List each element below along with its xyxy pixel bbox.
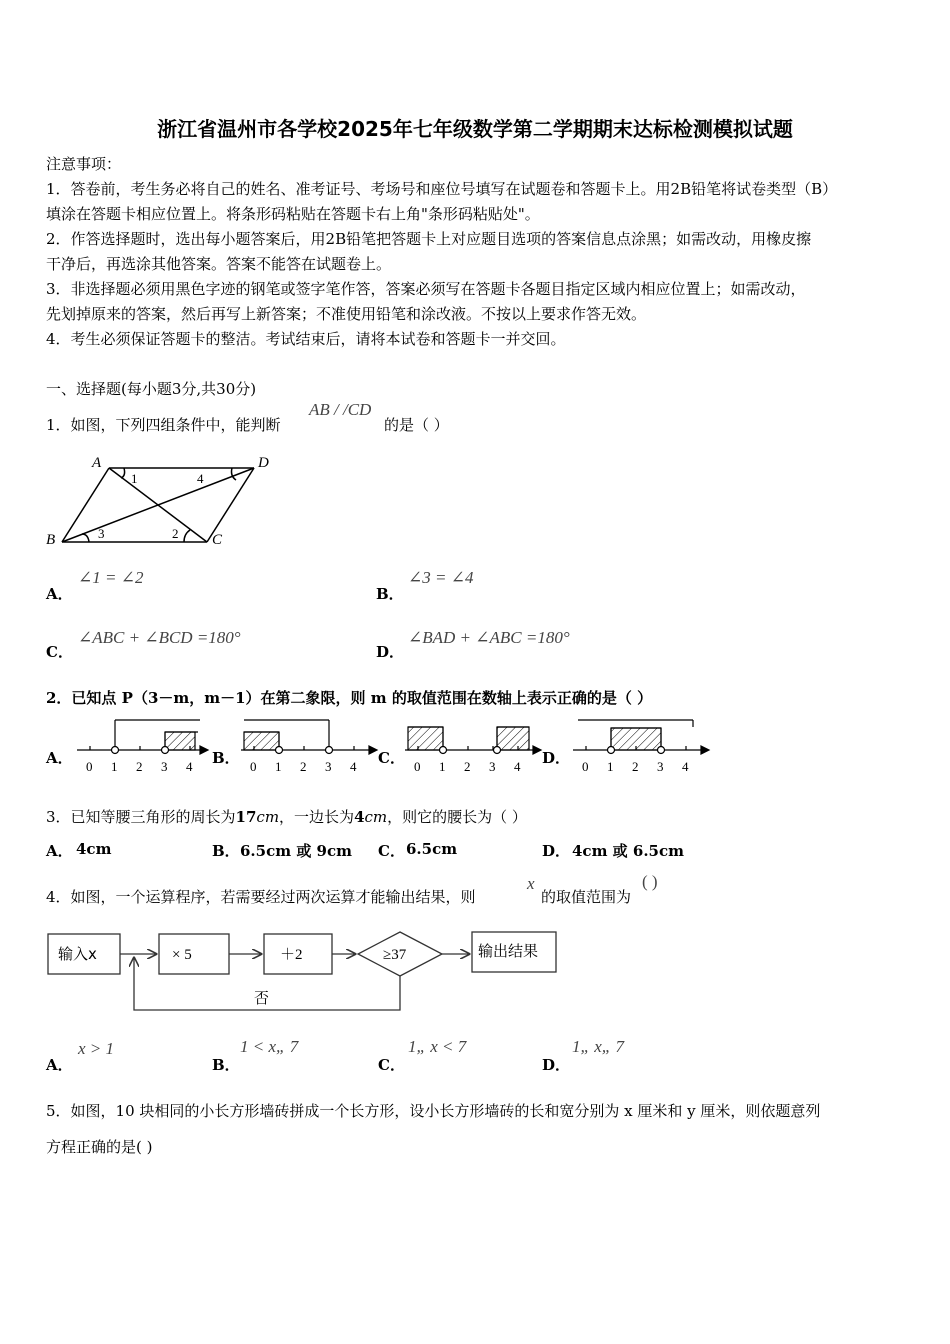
q4-option-d: 1„ x„ 7 [572,1037,624,1056]
q1-option-d-label: D． [376,643,405,661]
q4-suffix: 的取值范围为 [541,888,632,906]
q1-math: AB / /CD [309,400,372,419]
notice-line: 3．非选择题必须用黑色字迹的钢笔或签字笔作答，答案必须写在答题卡各题目指定区域内相应位置上；如需改动， [46,280,806,298]
q1-option-b-label: B． [376,585,404,603]
flow-times: × 5 [172,947,192,963]
q1-option-a-label: A． [46,585,73,603]
flow-no: 否 [254,989,270,1007]
q4-paren: ( ) [642,872,658,891]
q4-option-b: 1 < x„ 7 [240,1037,299,1056]
q3-text: 3．已知等腰三角形的周长为17cm，一边长为4cm，则它的腰长为（ ） [46,808,527,826]
tick-0: 0 [414,759,421,774]
flow-plus: ＋2 [280,947,303,963]
q4-option-b-label: B． [212,1056,240,1074]
notice-line: 4．考生必须保证答题卡的整洁。考试结束后，请将本试卷和答题卡一并交回。 [46,330,566,348]
q4-option-a: x > 1 [78,1039,115,1058]
q5-line2: 方程正确的是( ) [46,1138,153,1156]
q1-prefix: 1．如图，下列四组条件中，能判断 [46,416,281,434]
angle-3: 3 [98,526,105,541]
tick-0: 0 [86,759,93,774]
q3-option-b-label: B． [212,842,240,860]
section-heading: 一、选择题(每小题3分,共30分) [46,380,257,398]
tick-3: 3 [657,759,664,774]
notice-line: 1．答卷前，考生务必将自己的姓名、准考证号、考场号和座位号填写在试题卷和答题卡上。用2B铅笔将试卷类型（B） [46,180,838,198]
q4-flowchart [44,928,564,1014]
q2-numberline-b [236,715,381,777]
q2-option-a-label: A． [46,749,73,767]
tick-1: 1 [111,759,118,774]
q3-option-d: 4cm 或 6.5cm [572,842,684,860]
q1-option-a: ∠1 = ∠2 [78,568,144,587]
q2-text: 2．已知点 P（3－m，m－1）在第二象限，则 m 的取值范围在数轴上表示正确的是（ ） [46,689,653,707]
q4-prefix: 4．如图，一个运算程序，若需要经过两次运算才能输出结果，则 [46,888,476,906]
q4-var: x [527,874,535,893]
q1-option-c-label: C． [46,643,73,661]
q1-parallelogram-figure [44,450,284,550]
flow-compare: ≥37 [383,947,407,963]
q2-numberline-d [568,715,713,777]
label-D: D [258,455,269,471]
notice-line: 2．作答选择题时，选出每小题答案后，用2B铅笔把答题卡上对应题目选项的答案信息点涂黑；如需改动，用橡皮擦 [46,230,812,248]
q1-suffix: 的是（ ） [384,416,449,434]
q2-option-c-label: C． [378,749,405,767]
q3-option-b: 6.5cm 或 9cm [240,842,352,860]
tick-2: 2 [300,759,307,774]
label-C: C [212,532,223,548]
notice-heading: 注意事项： [46,155,122,173]
notice-line: 干净后，再选涂其他答案。答案不能答在试题卷上。 [46,255,392,273]
q4-option-c: 1„ x < 7 [408,1037,467,1056]
angle-1: 1 [131,471,138,486]
tick-3: 3 [161,759,168,774]
q2-numberline-c [400,715,545,777]
tick-1: 1 [439,759,446,774]
q4-option-c-label: C． [378,1056,405,1074]
tick-0: 0 [582,759,589,774]
q4-option-a-label: A． [46,1056,73,1074]
label-B: B [46,532,56,548]
q3-option-c-label: C． [378,842,405,860]
tick-2: 2 [464,759,471,774]
q2-option-b-label: B． [212,749,240,767]
flow-input: 输入x [58,945,97,963]
tick-3: 3 [489,759,496,774]
q1-option-b: ∠3 = ∠4 [408,568,474,587]
tick-0: 0 [250,759,257,774]
tick-4: 4 [350,759,357,774]
q1-option-d: ∠BAD + ∠ABC =180° [408,628,570,647]
q3-option-a: 4cm [76,840,112,858]
angle-4: 4 [197,471,204,486]
tick-4: 4 [682,759,689,774]
notice-line: 填涂在答题卡相应位置上。将条形码粘贴在答题卡右上角"条形码粘贴处"。 [46,205,540,223]
tick-1: 1 [607,759,614,774]
q5-line1: 5．如图，10 块相同的小长方形墙砖拼成一个长方形，设小长方形墙砖的长和宽分别为 x 厘米和 y 厘米，则依题意列 [46,1102,821,1120]
tick-2: 2 [632,759,639,774]
page-title: 浙江省温州市各学校2025年七年级数学第二学期期末达标检测模拟试题 [157,117,793,141]
q3-option-c: 6.5cm [406,840,458,858]
q2-option-d-label: D． [542,749,571,767]
tick-2: 2 [136,759,143,774]
tick-4: 4 [186,759,193,774]
q4-option-d-label: D． [542,1056,571,1074]
notice-line: 先划掉原来的答案，然后再写上新答案；不准使用铅笔和涂改液。不按以上要求作答无效。 [46,305,647,323]
angle-2: 2 [172,526,179,541]
tick-4: 4 [514,759,521,774]
label-A: A [92,455,102,471]
flow-output: 输出结果 [478,942,539,960]
q2-numberline-a [72,715,212,777]
tick-1: 1 [275,759,282,774]
q1-option-c: ∠ABC + ∠BCD =180° [78,628,241,647]
tick-3: 3 [325,759,332,774]
q3-option-d-label: D． [542,842,571,860]
q3-option-a-label: A． [46,842,73,860]
